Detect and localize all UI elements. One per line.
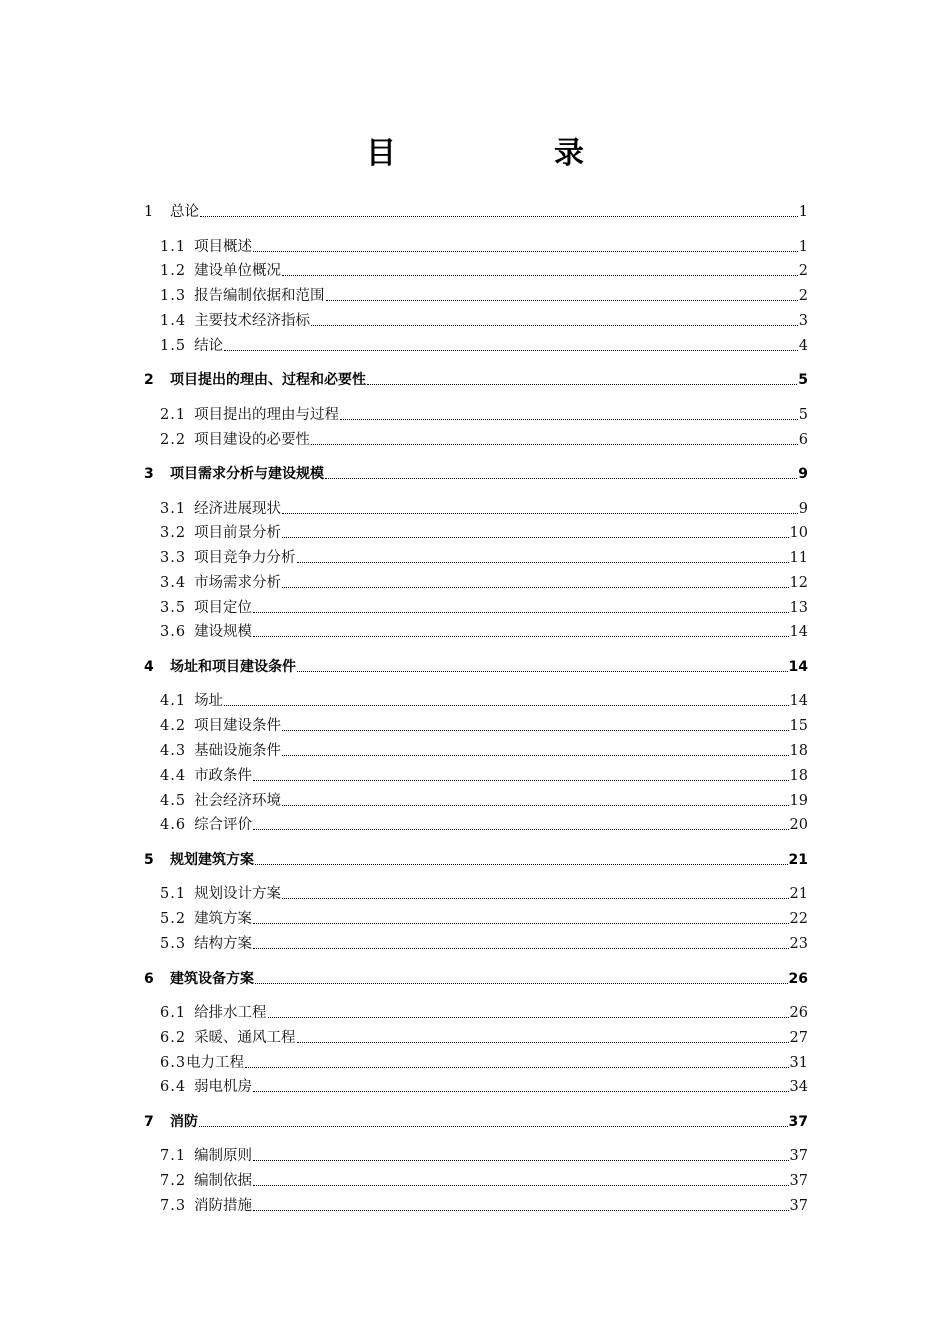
toc-page-number: 18 — [789, 743, 808, 759]
toc-section[interactable] — [144, 881, 808, 903]
toc-label: 规划建筑方案 — [170, 852, 254, 868]
toc-page-number: 3 — [798, 313, 808, 329]
toc-label: 综合评价 — [194, 817, 253, 833]
toc-label: 项目需求分析与建设规模 — [170, 466, 324, 482]
toc-section[interactable] — [144, 1193, 808, 1215]
toc-label: 场址和项目建设条件 — [170, 659, 296, 675]
toc-section[interactable] — [144, 308, 808, 330]
toc-label: 建筑设备方案 — [170, 971, 254, 987]
toc-label: 市场需求分析 — [194, 575, 282, 591]
toc-leader-dots — [200, 216, 798, 217]
toc-leader-dots — [224, 705, 788, 706]
toc-page-number: 1 — [798, 204, 808, 220]
toc-number: 4 — [144, 659, 154, 675]
toc-leader-dots — [253, 1210, 788, 1211]
toc-chapter[interactable] — [144, 966, 808, 988]
toc-leader-dots — [282, 755, 788, 756]
toc-leader-dots — [282, 275, 798, 276]
toc-number: 4.2 — [160, 718, 187, 734]
toc-page-number: 37 — [789, 1148, 808, 1164]
toc-leader-dots — [297, 671, 788, 672]
toc-leader-dots — [253, 948, 788, 949]
toc-section[interactable] — [144, 713, 808, 735]
toc-page-number: 37 — [789, 1173, 808, 1189]
toc-number: 6 — [144, 971, 154, 987]
toc-page-number: 37 — [789, 1198, 808, 1214]
toc-leader-dots — [224, 350, 798, 351]
toc-label: 结构方案 — [194, 936, 253, 952]
toc-section[interactable] — [144, 234, 808, 256]
toc-leader-dots — [253, 780, 788, 781]
toc-leader-dots — [367, 384, 797, 385]
toc-number: 2 — [144, 372, 154, 388]
toc-page-number: 5 — [798, 372, 808, 388]
toc-section[interactable] — [144, 1050, 808, 1072]
toc-leader-dots — [326, 300, 798, 301]
toc-page-number: 31 — [789, 1055, 808, 1071]
toc-page-number: 1 — [798, 239, 808, 255]
toc-page-number: 20 — [789, 817, 808, 833]
toc-label: 场址 — [194, 693, 224, 709]
toc-number: 3.5 — [160, 600, 187, 616]
toc-chapter[interactable] — [144, 461, 808, 483]
toc-leader-dots — [253, 1091, 788, 1092]
toc-label: 报告编制依据和范围 — [194, 288, 325, 304]
toc-section[interactable] — [144, 570, 808, 592]
toc-page-number: 5 — [798, 407, 808, 423]
toc-number: 7.2 — [160, 1173, 187, 1189]
toc-section[interactable] — [144, 812, 808, 834]
toc-label: 主要技术经济指标 — [194, 313, 311, 329]
toc-label: 消防 — [170, 1114, 198, 1130]
toc-page-number: 4 — [798, 338, 808, 354]
toc-label: 项目前景分析 — [194, 525, 282, 541]
toc-page-number: 34 — [789, 1079, 808, 1095]
toc-number: 1 — [144, 204, 154, 220]
toc-number: 3.1 — [160, 501, 187, 517]
toc-label: 结论 — [194, 338, 224, 354]
toc-section[interactable] — [144, 738, 808, 760]
toc-leader-dots — [253, 829, 788, 830]
toc-section[interactable] — [144, 1074, 808, 1096]
toc-label: 市政条件 — [194, 768, 253, 784]
toc-number: 3.2 — [160, 525, 187, 541]
toc-section[interactable] — [144, 283, 808, 305]
toc-page-number: 27 — [789, 1030, 808, 1046]
toc-label: 给排水工程 — [194, 1005, 267, 1021]
toc-section[interactable] — [144, 763, 808, 785]
toc-number: 3 — [144, 466, 154, 482]
toc-label: 项目定位 — [194, 600, 253, 616]
toc-label: 建设单位概况 — [194, 263, 282, 279]
toc-page-number: 23 — [789, 936, 808, 952]
toc-section[interactable] — [144, 258, 808, 280]
toc-page-number: 21 — [789, 886, 808, 902]
toc-leader-dots — [253, 251, 798, 252]
toc-label: 电力工程 — [186, 1055, 245, 1071]
toc-page-number: 9 — [798, 501, 808, 517]
toc-number: 4.1 — [160, 693, 187, 709]
toc-page-number: 10 — [789, 525, 808, 541]
toc-chapter[interactable] — [144, 654, 808, 676]
toc-number: 5 — [144, 852, 154, 868]
toc-leader-dots — [253, 923, 788, 924]
toc-number: 6.4 — [160, 1079, 187, 1095]
toc-section[interactable] — [144, 402, 808, 424]
toc-section[interactable] — [144, 1143, 808, 1165]
toc-number: 1.3 — [160, 288, 187, 304]
toc-leader-dots — [199, 1126, 788, 1127]
toc-page-number: 12 — [789, 575, 808, 591]
toc-leader-dots — [282, 513, 798, 514]
toc-section[interactable] — [144, 619, 808, 641]
toc-page-number: 13 — [789, 600, 808, 616]
toc-page-number: 22 — [789, 911, 808, 927]
page-title: 目 录 — [366, 136, 648, 171]
toc-label: 项目提出的理由、过程和必要性 — [170, 372, 366, 388]
toc-number: 2.2 — [160, 432, 187, 448]
toc-section[interactable] — [144, 931, 808, 953]
toc-number: 4.4 — [160, 768, 187, 784]
toc-leader-dots — [253, 636, 788, 637]
toc-number: 6.3 — [160, 1055, 187, 1071]
toc-page-number: 14 — [789, 624, 808, 640]
toc-number: 5.1 — [160, 886, 187, 902]
toc-label: 编制原则 — [194, 1148, 253, 1164]
toc-section[interactable] — [144, 688, 808, 710]
toc-page-number: 18 — [789, 768, 808, 784]
toc-leader-dots — [268, 1017, 789, 1018]
toc-page-number: 9 — [798, 466, 808, 482]
toc-label: 基础设施条件 — [194, 743, 282, 759]
toc-label: 建筑方案 — [194, 911, 253, 927]
toc-leader-dots — [340, 419, 798, 420]
toc-number: 3.6 — [160, 624, 187, 640]
toc-label: 项目建设条件 — [194, 718, 282, 734]
toc-leader-dots — [282, 805, 788, 806]
toc-section[interactable] — [144, 333, 808, 355]
toc-chapter[interactable] — [144, 1109, 808, 1131]
toc-chapter[interactable] — [144, 847, 808, 869]
toc-section[interactable] — [144, 906, 808, 928]
toc-page-number: 2 — [798, 288, 808, 304]
toc-leader-dots — [253, 612, 788, 613]
toc-number: 5.3 — [160, 936, 187, 952]
toc-number: 4.6 — [160, 817, 187, 833]
toc-section[interactable] — [144, 427, 808, 449]
toc-number: 5.2 — [160, 911, 187, 927]
toc-page-number: 11 — [789, 550, 808, 566]
toc-number: 3.4 — [160, 575, 187, 591]
toc-number: 6.2 — [160, 1030, 187, 1046]
toc-page-number: 26 — [789, 1005, 808, 1021]
toc-label: 总论 — [170, 204, 199, 220]
toc-page-number: 14 — [789, 693, 808, 709]
toc-chapter[interactable] — [144, 367, 808, 389]
toc-section[interactable] — [144, 788, 808, 810]
toc-section[interactable] — [144, 1025, 808, 1047]
toc-label: 消防措施 — [194, 1198, 253, 1214]
toc-leader-dots — [245, 1067, 788, 1068]
toc-label: 弱电机房 — [194, 1079, 253, 1095]
toc-number: 1.2 — [160, 263, 187, 279]
toc-number: 2.1 — [160, 407, 187, 423]
toc-number: 3.3 — [160, 550, 187, 566]
toc-label: 项目建设的必要性 — [194, 432, 311, 448]
toc-number: 7.1 — [160, 1148, 187, 1164]
toc-page-number: 21 — [788, 852, 808, 868]
toc-number: 1.4 — [160, 313, 187, 329]
toc-page-number: 15 — [789, 718, 808, 734]
toc-leader-dots — [282, 898, 788, 899]
toc-leader-dots — [297, 1042, 789, 1043]
toc-leader-dots — [255, 983, 788, 984]
toc-leader-dots — [255, 864, 788, 865]
toc-page-number: 6 — [798, 432, 808, 448]
toc-label: 编制依据 — [194, 1173, 253, 1189]
toc-page-number: 26 — [788, 971, 808, 987]
toc-label: 项目概述 — [194, 239, 253, 255]
toc-label: 采暖、通风工程 — [194, 1030, 296, 1046]
toc-number: 7 — [144, 1114, 154, 1130]
toc-label: 规划设计方案 — [194, 886, 282, 902]
toc-section[interactable] — [144, 520, 808, 542]
toc-number: 7.3 — [160, 1198, 187, 1214]
toc-leader-dots — [311, 325, 798, 326]
toc-section[interactable] — [144, 595, 808, 617]
toc-section[interactable] — [144, 1000, 808, 1022]
toc-leader-dots — [253, 1185, 788, 1186]
toc-leader-dots — [311, 444, 798, 445]
toc-leader-dots — [297, 562, 789, 563]
toc-page-number: 2 — [798, 263, 808, 279]
toc-section[interactable] — [144, 1168, 808, 1190]
toc-label: 项目提出的理由与过程 — [194, 407, 340, 423]
toc-leader-dots — [325, 478, 797, 479]
toc-page-number: 37 — [788, 1114, 808, 1130]
toc-chapter[interactable] — [144, 199, 808, 221]
toc-label: 社会经济环境 — [194, 793, 282, 809]
toc-leader-dots — [282, 730, 788, 731]
toc-number: 1.5 — [160, 338, 187, 354]
toc-number: 6.1 — [160, 1005, 187, 1021]
toc-section[interactable] — [144, 545, 808, 567]
toc-label: 项目竞争力分析 — [194, 550, 296, 566]
toc-number: 4.3 — [160, 743, 187, 759]
toc-page-number: 19 — [789, 793, 808, 809]
toc-label: 经济进展现状 — [194, 501, 282, 517]
toc-leader-dots — [282, 537, 788, 538]
toc-number: 1.1 — [160, 239, 187, 255]
toc-section[interactable] — [144, 496, 808, 518]
toc-label: 建设规模 — [194, 624, 253, 640]
toc-page-number: 14 — [788, 659, 808, 675]
toc-number: 4.5 — [160, 793, 187, 809]
toc-leader-dots — [282, 587, 788, 588]
toc-leader-dots — [253, 1160, 788, 1161]
